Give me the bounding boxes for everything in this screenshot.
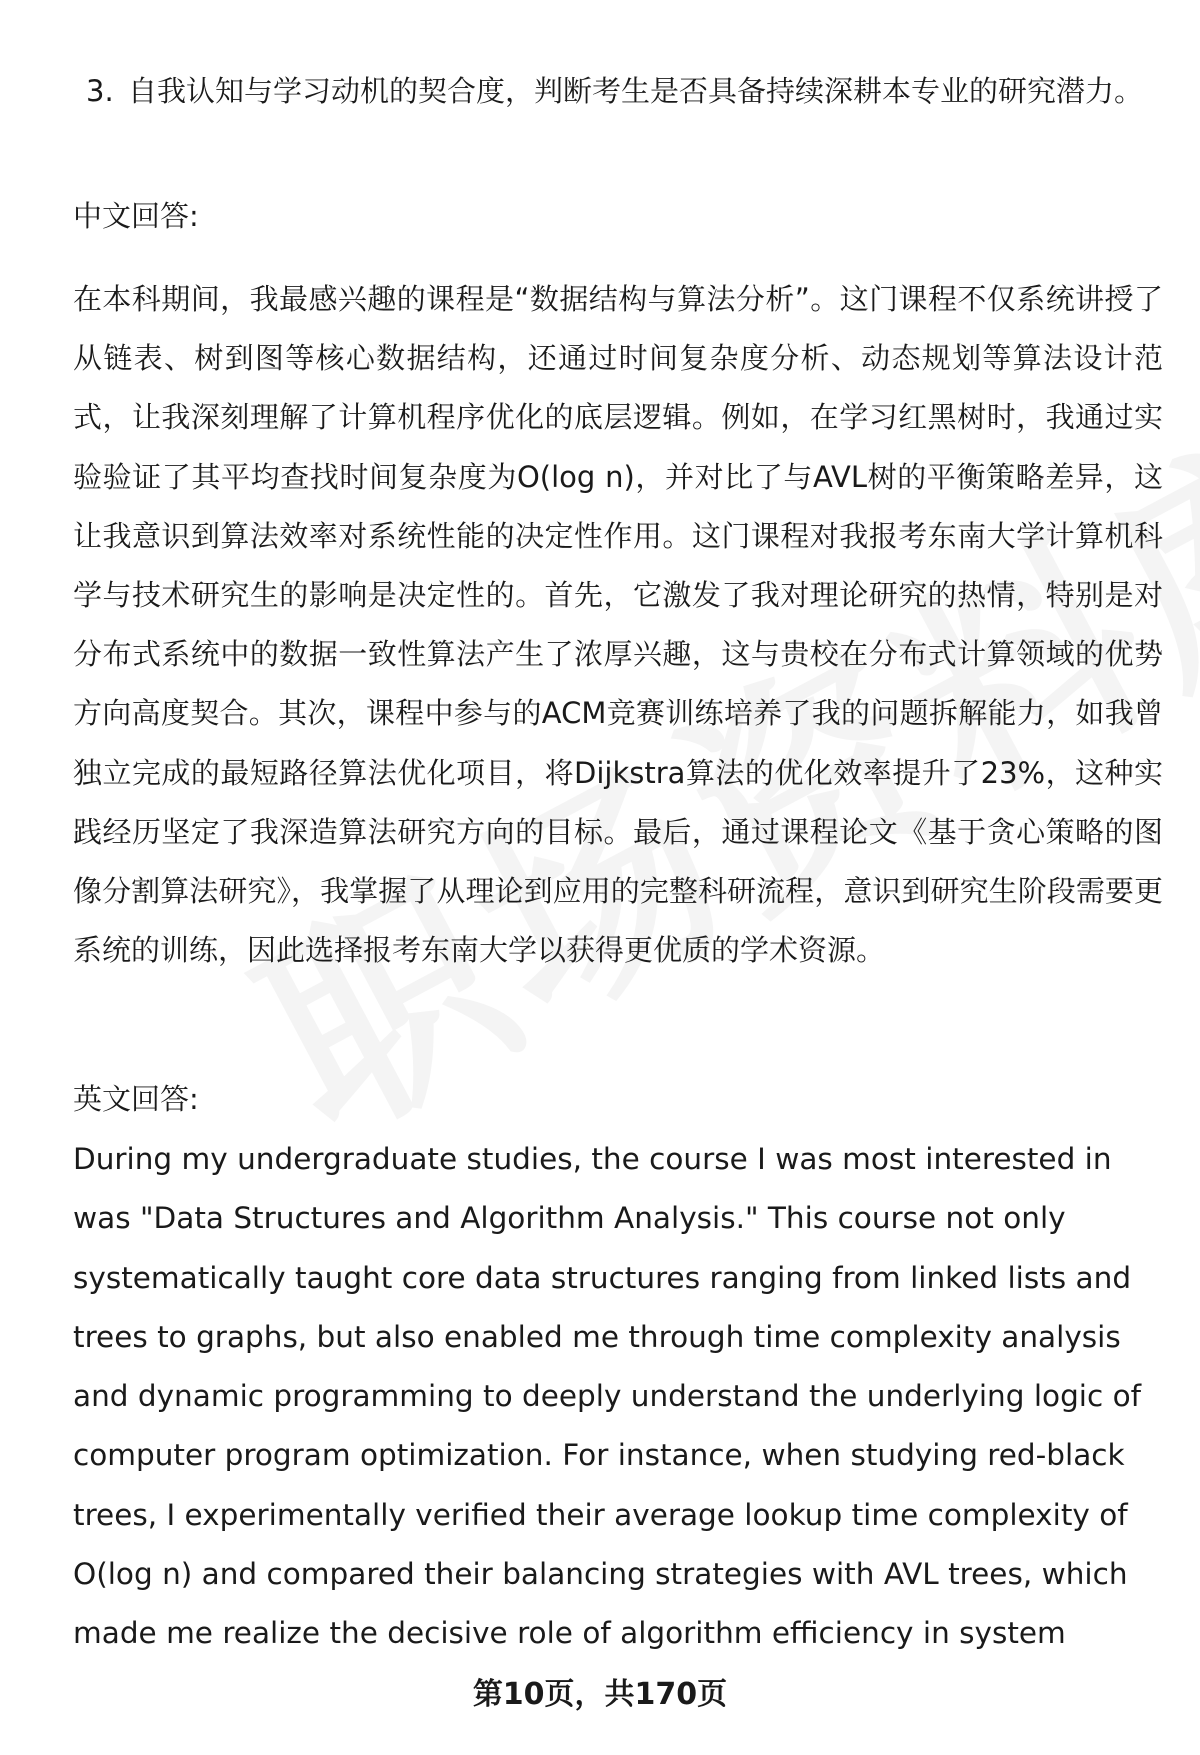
english-answer-body: During my undergraduate studies, the course I was most interested in was "Data Structures and Algorithm Analysis." This course not only systematically taught core data structures ranging from linked lists and trees to graphs, but also enabled me through time complexity analysis and dynamic programming to deeply understand the underlying logic of computer program optimization. For instance, when studying red-black trees, I experimentally verified their average lookup time complexity of O(log n) and compared their balancing strategies with AVL trees, which made me realize the decisive role of algorithm efficiency in system bbox=[73, 1142, 1142, 1651]
english-answer-heading: 英文回答: bbox=[73, 1082, 199, 1116]
chinese-answer-heading: 中文回答: bbox=[73, 199, 199, 233]
list-item-number: 3. bbox=[86, 74, 114, 108]
page-number-footer: 第10页，共170页 bbox=[472, 1677, 728, 1712]
chinese-answer-body: 在本科期间，我最感兴趣的课程是“数据结构与算法分析”。这门课程不仅系统讲授了从链表、树到图等核心数据结构，还通过时间复杂度分析、动态规划等算法设计范式，让我深刻理解了计算机程序优化的底层逻辑。例如，在学习红黑树时，我通过实验验证了其平均查找时间复杂度为O(log n)，并对比了与AVL树的平衡策略差异，这让我意识到算法效率对系统性能的决定性作用。这门课程对我报考东南大学计算机科学与技术研究生的影响是决定性的。首先，它激发了我对理论研究的热情，特别是对分布式系统中的数据一致性算法产生了浓厚兴趣，这与贵校在分布式计算领域的优势方向高度契合。其次，课程中参与的ACM竞赛训练培养了我的问题拆解能力，如我曾独立完成的最短路径算法优化项目，将Dijkstra算法的优化效率提升了23%，这种实践经历坚定了我深造算法研究方向的目标。最后，通过课程论文《基于贪心策略的图像分割算法研究》，我掌握了从理论到应用的完整科研流程，意识到研究生阶段需要更系统的训练，因此选择报考东南大学以获得更优质的学术资源。 bbox=[73, 282, 1163, 968]
list-item-text: 自我认知与学习动机的契合度，判断考生是否具备持续深耕本专业的研究潜力。 bbox=[128, 74, 1144, 108]
